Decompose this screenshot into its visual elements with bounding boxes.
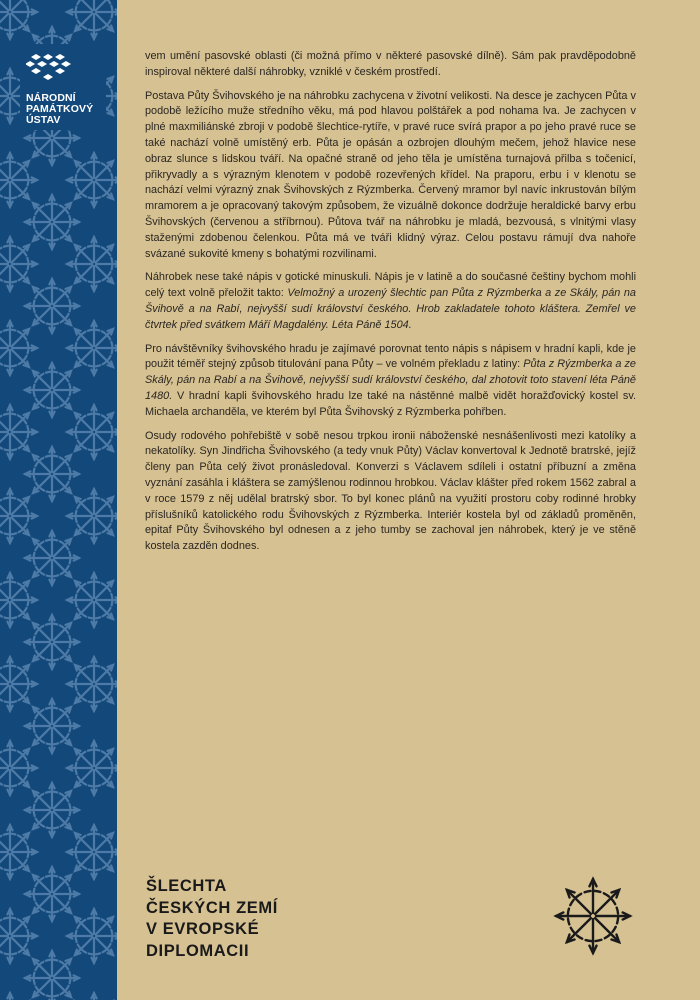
series-title — [146, 876, 346, 962]
paragraph — [145, 89, 636, 263]
series-title-line: DIPLOMACII — [146, 941, 250, 960]
logo-text-line: NÁRODNÍ — [26, 92, 76, 104]
sidebar — [0, 0, 117, 1000]
compass-emblem-icon — [553, 876, 633, 956]
text-run: vem umění pasovské oblasti (či možná přímo v některé pasovské dílně). Sám pak pravděpodobně inspiroval některé další náhrobky, vzniklé v českém prostředí. — [145, 50, 636, 78]
paragraph — [145, 49, 636, 81]
compass-pattern — [0, 0, 117, 1000]
italic-quote: Velmožný a urozený šlechtic pan Půta z Rýzmberka a ze Skály, pán na Švihově a na Rabí, nejvyšší sudí království českého. Hrob zakladatele tohoto kláštera. Zemřel ve čtvrtek před svátkem Máří Magdalény. Léta Páně 1504. — [145, 287, 636, 331]
logo-text-line: ÚSTAV — [26, 114, 61, 126]
logo-mark-icon — [26, 52, 72, 82]
series-title-line: V EVROPSKÉ — [146, 920, 260, 938]
logo-text-line: PAMÁTKOVÝ — [26, 103, 94, 115]
paragraph — [145, 342, 636, 421]
paragraph — [145, 429, 636, 555]
text-run: V hradní kapli švihovského hradu lze také na nástěnné malbě vidět horažďovický kostel sv. Michaela archanděla, ve kterém byl Půta Švihovský z Rýzmberka pohřben. — [145, 389, 636, 418]
series-title-line: ŠLECHTA — [146, 877, 227, 895]
italic-quote: Půta z Rýzmberka a ze Skály, pán na Rabí a na Švihově, nejvyšší sudí království českého, dal zhotovit toto stavení léta Páně 1480. — [145, 358, 636, 402]
npu-logo — [26, 52, 106, 126]
text-run: Pro návštěvníky švihovského hradu je zajímavé porovnat tento nápis s nápisem v hradní kapli, kde je použit téměř stejný způsob titulování pana Půty – ve volném překladu z latiny: — [145, 342, 636, 371]
text-run: Postava Půty Švihovského je na náhrobku zachycena v životní velikosti. Na desce je zachycen Půta v podobě ležícího muže středního věku, má pod hlavou polštářek a pod nohama lva. Je zachycen v plné maxmiliánské zbroji v podobě šlechtice-rytíře, v pravé ruce svírá prapor a po jeho pravé ruce se také nachází volně umístěný erb. Půta je opásán a ozbrojen dlouhým mečem, jehož hlavice nese obraz slunce s lidskou tváří. Na opačné straně od jeho těla je umístěna turnajová přilba s točenicí, přikryvadly a s výrazným klenotem v podobě rozevřených křídel. Na praporu, erbu i v klenotu se nachází velmi výrazný znak Švihovských z Rýzmberka. Červený mramor byl navíc inkrustován bílým mramorem a je opracovaný takovým způsobem, že vizuálně dokonce dodržuje heraldické barvy erbu Švihovských (červenou a stříbrnou). Půtova tvář na náhrobku je mladá, bezvousá, s vlnitými vlasy staženými zdobenou čelenkou. Půta má ve tváři klidný výraz. Celou postavu rámují dva nahoře svázané sukovité kmeny s bohatými rozvilinami. — [145, 89, 636, 260]
article-body — [145, 49, 636, 563]
text-run: Náhrobek nese také nápis v gotické minuskuli. Nápis je v latině a do současné češtiny bychom mohli celý text volně přeložit takto: — [145, 271, 636, 300]
series-title-line: ČESKÝCH ZEMÍ — [146, 898, 278, 917]
paragraph — [145, 270, 636, 333]
text-run: Osudy rodového pohřebiště v sobě nesou trpkou ironii náboženské nesnášenlivosti mezi katolíky a nekatolíky. Syn Jindřicha Švihovského (a tedy vnuk Půty) Václav konvertoval k Jednotě bratrské, jejíž členy pan Půta celý život pronásledoval. Konverzi s Václavem sdíleli i ostatní příbuzní a změna vyznání zasáhla i kláštera se zamýšlenou rodinnou hrobkou. Václav klášter před rokem 1562 zabral a v roce 1579 z něj udělal bratrský sbor. To byl konec plánů na využití prostoru coby rodinné hrobky příslušníků katolického rodu Švihovských z Rýzmberka. Interiér kostela byl od základů proměněn, epitaf Půty Švihovského byl odnesen a z jeho tumby se zachoval jen náhrobek, který je ve stěně kostela zazděn dodnes. — [145, 429, 636, 553]
